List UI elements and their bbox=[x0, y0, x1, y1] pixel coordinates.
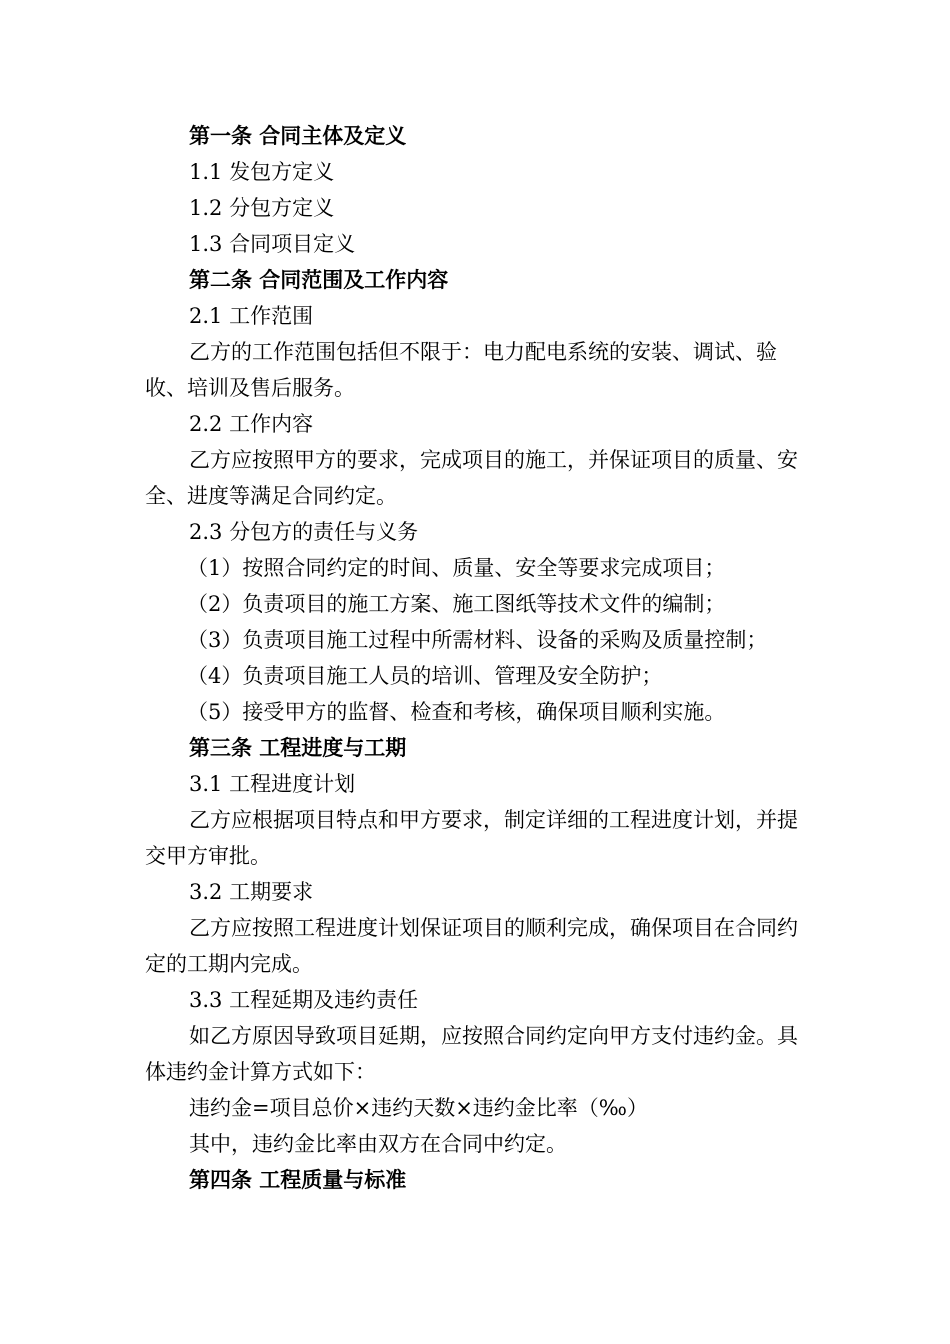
list-item: （2）负责项目的施工方案、施工图纸等技术文件的编制； bbox=[187, 592, 726, 616]
paragraph-3-3: 如乙方原因导致项目延期，应按照合同约定向甲方支付违约金。具体违约金计算方式如下： bbox=[145, 1024, 798, 1084]
document-body bbox=[145, 118, 815, 1198]
section-1-1: 1.1 发包方定义 bbox=[189, 160, 335, 184]
article-4-heading: 第四条 工程质量与标准 bbox=[189, 1168, 407, 1192]
section-1-2: 1.2 分包方定义 bbox=[189, 196, 335, 220]
article-3-heading: 第三条 工程进度与工期 bbox=[189, 736, 407, 760]
paragraph-3-2: 乙方应按照工程进度计划保证项目的顺利完成，确保项目在合同约定的工期内完成。 bbox=[145, 916, 798, 976]
article-2-heading: 第二条 合同范围及工作内容 bbox=[189, 268, 449, 292]
paragraph-2-1: 乙方的工作范围包括但不限于：电力配电系统的安装、调试、验收、培训及售后服务。 bbox=[145, 340, 777, 400]
paragraph-3-1: 乙方应根据项目特点和甲方要求，制定详细的工程进度计划，并提交甲方审批。 bbox=[145, 808, 798, 868]
paragraph-2-2: 乙方应按照甲方的要求，完成项目的施工，并保证项目的质量、安全、进度等满足合同约定。 bbox=[145, 448, 798, 508]
penalty-note: 其中，违约金比率由双方在合同中约定。 bbox=[189, 1132, 567, 1156]
section-2-1: 2.1 工作范围 bbox=[189, 304, 314, 328]
section-1-3: 1.3 合同项目定义 bbox=[189, 232, 356, 256]
section-3-3: 3.3 工程延期及违约责任 bbox=[189, 988, 419, 1012]
section-3-2: 3.2 工期要求 bbox=[189, 880, 314, 904]
list-item: （1）按照合同约定的时间、质量、安全等要求完成项目； bbox=[187, 556, 726, 580]
penalty-formula: 违约金=项目总价×违约天数×违约金比率（‰） bbox=[189, 1096, 648, 1120]
list-item: （3）负责项目施工过程中所需材料、设备的采购及质量控制； bbox=[187, 628, 768, 652]
list-item: （5）接受甲方的监督、检查和考核，确保项目顺利实施。 bbox=[187, 700, 726, 724]
section-3-1: 3.1 工程进度计划 bbox=[189, 772, 356, 796]
section-2-2: 2.2 工作内容 bbox=[189, 412, 314, 436]
list-item: （4）负责项目施工人员的培训、管理及安全防护； bbox=[187, 664, 663, 688]
section-2-3: 2.3 分包方的责任与义务 bbox=[189, 520, 419, 544]
article-1-heading: 第一条 合同主体及定义 bbox=[189, 124, 407, 148]
